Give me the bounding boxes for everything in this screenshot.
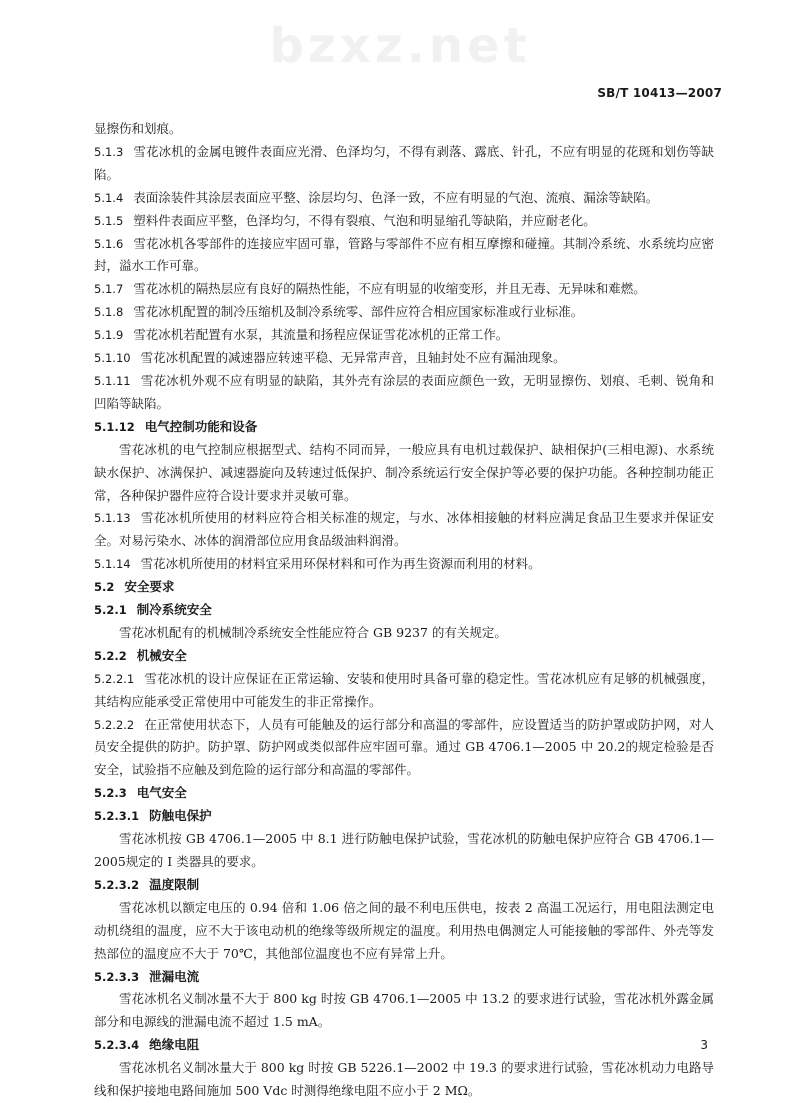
- paragraph-insulation-resistance: 雪花冰机名义制冰量大于 800 kg 时按 GB 5226.1—2002 中 19.3 的要求进行试验，雪花冰机动力电路导线和保护接地电路间施加 500 Vdc 时测得绝缘电阻不应小于 2 MΩ。: [94, 1060, 714, 1099]
- clause-5-2-3-2-heading: 5.2.3.2 温度限制: [94, 876, 200, 892]
- paragraph-leakage-current: 雪花冰机名义制冰量不大于 800 kg 时按 GB 4706.1—2005 中 13.2 的要求进行试验，雪花冰机外露金属部分和电源线的泄漏电流不超过 1.5 mA。: [94, 991, 714, 1030]
- clause-5-1-9: 5.1.9 雪花冰机若配置有水泵，其流量和扬程应保证雪花冰机的正常工作。: [94, 327, 509, 343]
- watermark: bzxz.net: [269, 18, 531, 74]
- clause-5-1-10: 5.1.10 雪花冰机配置的减速器应转速平稳、无异常声音，且轴封处不应有漏油现象。: [94, 350, 566, 366]
- paragraph-temperature-limit: 雪花冰机以额定电压的 0.94 倍和 1.06 倍之间的最不利电压供电，按表 2 高温工况运行，用电阻法测定电动机绕组的温度，应不大于该电动机的绝缘等级所规定的温度。利用热电偶测定人可能接触的零部件、外壳等发热部位的温度应不大于 70℃，其他部位温度也不应有异常上升。: [94, 899, 714, 961]
- clause-5-1-8: 5.1.8 雪花冰机配置的制冷压缩机及制冷系统零、部件应符合相应国家标准或行业标准。: [94, 304, 584, 320]
- clause-5-1-4: 5.1.4 表面涂装件其涂层表面应平整、涂层均匀、色泽一致，不应有明显的气泡、流痕、漏涂等缺陷。: [94, 189, 659, 205]
- clause-5-1-13: 5.1.13 雪花冰机所使用的材料应符合相关标准的规定，与水、冰体相接触的材料应满足食品卫生要求并保证安全。对易污染水、冰体的润滑部位应用食品级油料润滑。: [94, 510, 714, 549]
- document-body: [94, 118, 714, 1103]
- paragraph-refrigeration-safety: 雪花冰机配有的机械制冷系统安全性能应符合 GB 9237 的有关规定。: [119, 624, 507, 640]
- clause-5-1-5: 5.1.5 塑料件表面应平整，色泽均匀，不得有裂痕、气泡和明显缩孔等缺陷，并应耐老化。: [94, 212, 596, 228]
- clause-5-1-7: 5.1.7 雪花冰机的隔热层应有良好的隔热性能，不应有明显的收缩变形，并且无毒、无异味和难燃。: [94, 281, 646, 297]
- clause-5-2-2-heading: 5.2.2 机械安全: [94, 647, 187, 663]
- section-5-2-heading: 5.2 安全要求: [94, 579, 175, 595]
- clause-5-2-3-1-heading: 5.2.3.1 防触电保护: [94, 808, 212, 824]
- paragraph-shock-protection: 雪花冰机按 GB 4706.1—2005 中 8.1 进行防触电保护试验，雪花冰机的防触电保护应符合 GB 4706.1—2005规定的 Ⅰ 类器具的要求。: [94, 831, 714, 869]
- standard-code: SB/T 10413—2007: [597, 86, 722, 100]
- clause-5-1-14: 5.1.14 雪花冰机所使用的材料宜采用环保材料和可作为再生资源而利用的材料。: [94, 556, 541, 572]
- clause-5-2-2-2: 5.2.2.2 在正常使用状态下，人员有可能触及的运行部分和高温的零部件，应设置适当的防护罩或防护网，对人员安全提供的防护。防护罩、防护网或类似部件应牢固可靠。通过 GB 4706.1—2005 中 20.2的规定检验是否安全，试验指不应触及到危险的运行部分和高温的零部件。: [94, 716, 714, 778]
- clause-5-2-3-heading: 5.2.3 电气安全: [94, 785, 187, 801]
- clause-5-1-12-heading: 5.1.12 电气控制功能和设备: [94, 418, 258, 434]
- clause-5-2-3-4-heading: 5.2.3.4 绝缘电阻: [94, 1037, 200, 1053]
- clause-5-1-6: 5.1.6 雪花冰机各零部件的连接应牢固可靠，管路与零部件不应有相互摩擦和碰撞。其制冷系统、水系统均应密封，溢水工作可靠。: [94, 235, 714, 274]
- text-line: 显擦伤和划痕。: [94, 121, 182, 136]
- clause-5-2-2-1: 5.2.2.1 雪花冰机的设计应保证在正常运输、安装和使用时具备可靠的稳定性。雪花冰机应有足够的机械强度，其结构应能承受正常使用中可能发生的非正常操作。: [94, 670, 714, 709]
- clause-5-2-1-heading: 5.2.1 制冷系统安全: [94, 602, 212, 618]
- page-number: 3: [700, 1038, 708, 1052]
- clause-5-1-3: 5.1.3 雪花冰机的金属电镀件表面应光滑、色泽均匀，不得有剥落、露底、针孔，不应有明显的花斑和划伤等缺陷。: [94, 143, 714, 182]
- clause-5-1-11: 5.1.11 雪花冰机外观不应有明显的缺陷，其外壳有涂层的表面应颜色一致，无明显擦伤、划痕、毛刺、锐角和凹陷等缺陷。: [94, 372, 714, 411]
- paragraph-electrical-control: 雪花冰机的电气控制应根据型式、结构不同而异，一般应具有电机过载保护、缺相保护(三相电源)、水系统缺水保护、冰满保护、减速器旋向及转速过低保护、制冷系统运行安全保护等必要的保护功能。各种控制功能正常，各种保护器件应符合设计要求并灵敏可靠。: [94, 441, 714, 503]
- clause-5-2-3-3-heading: 5.2.3.3 泄漏电流: [94, 968, 200, 984]
